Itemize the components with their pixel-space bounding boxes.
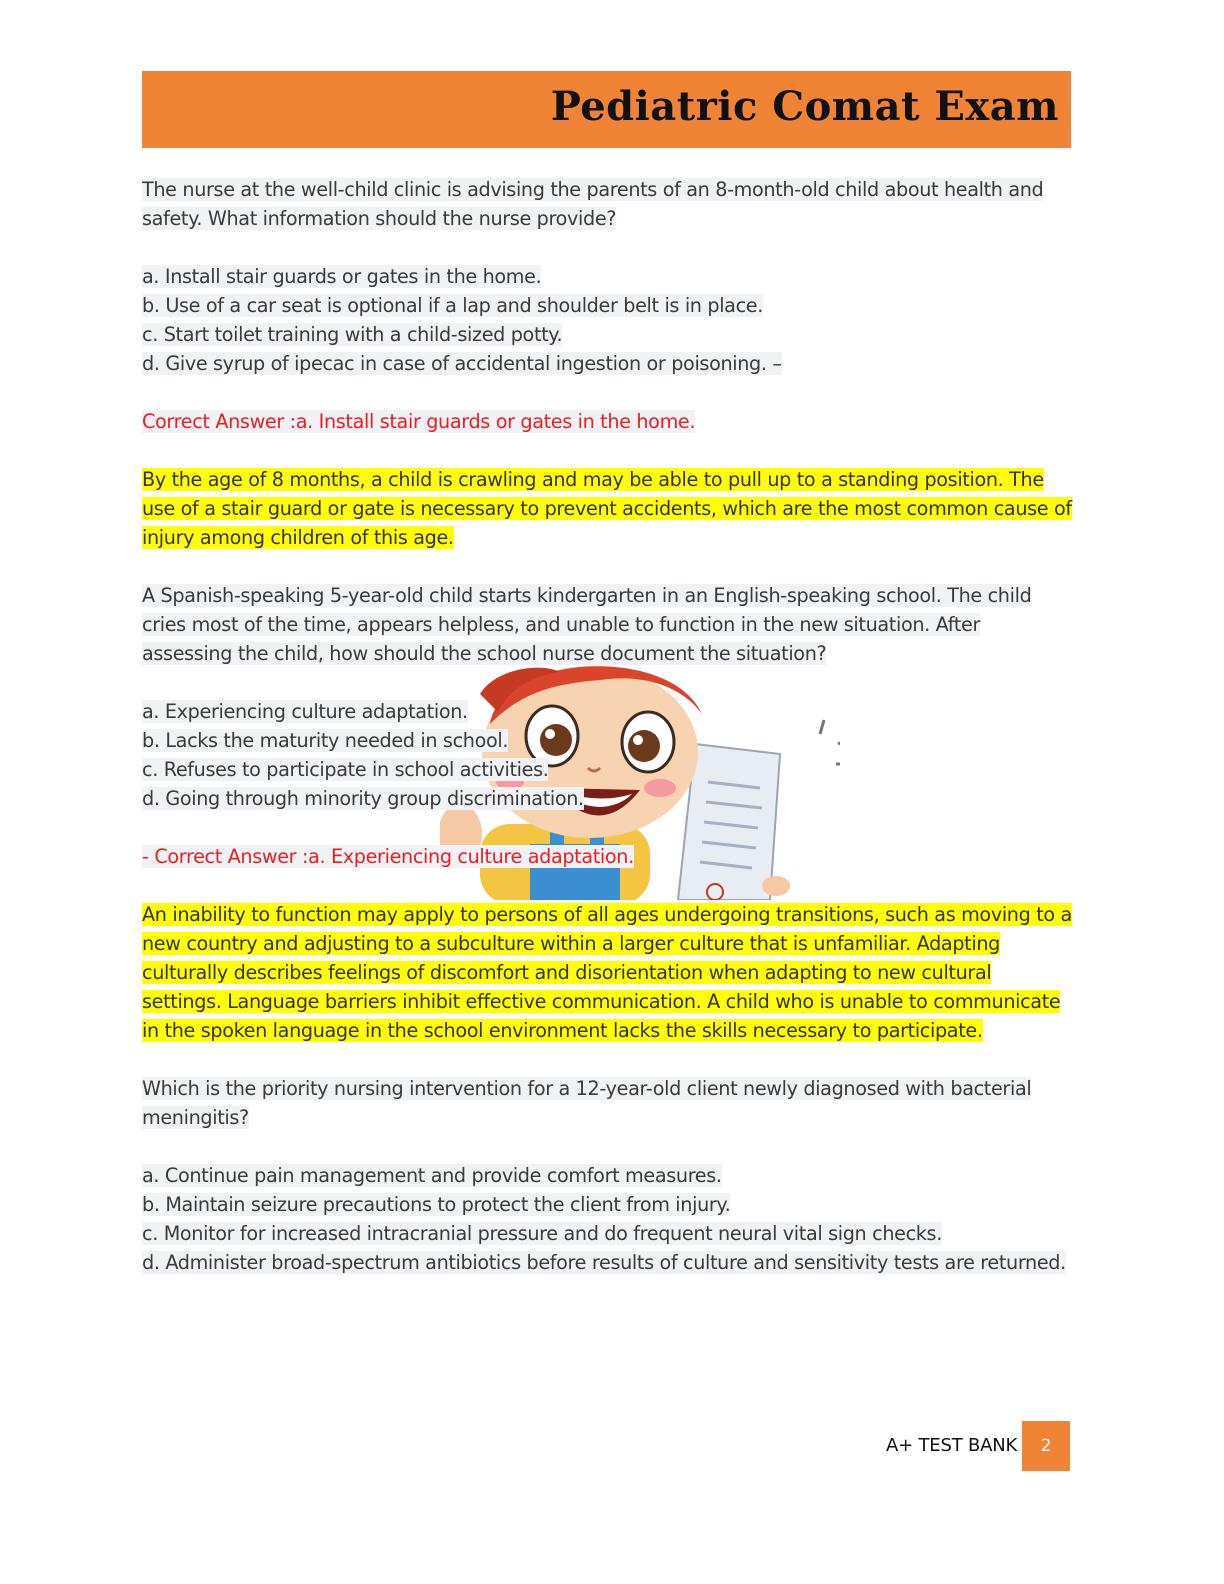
q2-option-c: c. Refuses to participate in school activities. bbox=[142, 758, 549, 781]
q2-option-a: a. Experiencing culture adaptation. bbox=[142, 700, 468, 723]
exam-content bbox=[142, 175, 1074, 1277]
q2-option-d: d. Going through minority group discrimination. bbox=[142, 787, 584, 810]
q3-option-c: c. Monitor for increased intracranial pressure and do frequent neural vital sign checks. bbox=[142, 1222, 942, 1245]
q2-option-b: b. Lacks the maturity needed in school. bbox=[142, 729, 509, 752]
question-1-text: The nurse at the well-child clinic is advising the parents of an 8-month-old child about health and safety. What information should the nurse provide? bbox=[142, 178, 1044, 230]
page-title: Pediatric Comat Exam bbox=[550, 83, 1059, 130]
q3-option-b: b. Maintain seizure precautions to protect the client from injury. bbox=[142, 1193, 731, 1216]
q1-correct-answer: Correct Answer :a. Install stair guards or gates in the home. bbox=[142, 410, 696, 433]
q1-option-d: d. Give syrup of ipecac in case of accidental ingestion or poisoning. – bbox=[142, 352, 782, 375]
q2-rationale: An inability to function may apply to persons of all ages undergoing transitions, such as moving to a new country and adjusting to a subculture within a larger culture that is unfamiliar. Adapting culturally describes feelings of discomfort and disorientation when adapting to new cultural settings. Language barriers inhibit effective communication. A child who is unable to communicate in the spoken language in the school environment lacks the skills necessary to participate. bbox=[142, 903, 1072, 1042]
q1-option-c: c. Start toilet training with a child-sized potty. bbox=[142, 323, 563, 346]
q3-option-d: d. Administer broad-spectrum antibiotics before results of culture and sensitivity tests are returned. bbox=[142, 1251, 1066, 1274]
title-banner bbox=[142, 71, 1071, 148]
q1-option-a: a. Install stair guards or gates in the home. bbox=[142, 265, 542, 288]
footer-label: A+ TEST BANK bbox=[886, 1435, 1018, 1456]
question-3-text: Which is the priority nursing intervention for a 12-year-old client newly diagnosed with bacterial meningitis? bbox=[142, 1077, 1032, 1129]
question-2-text: A Spanish-speaking 5-year-old child starts kindergarten in an English-speaking school. The child cries most of the time, appears helpless, and unable to function in the new situation. After assessing the child, how should the school nurse document the situation? bbox=[142, 584, 1032, 665]
q2-correct-answer: - Correct Answer :a. Experiencing culture adaptation. bbox=[142, 845, 634, 868]
q3-option-a: a. Continue pain management and provide comfort measures. bbox=[142, 1164, 722, 1187]
q1-rationale: By the age of 8 months, a child is crawling and may be able to pull up to a standing position. The use of a stair guard or gate is necessary to prevent accidents, which are the most common cause of injury among children of this age. bbox=[142, 468, 1072, 549]
page-number: 2 bbox=[1022, 1421, 1070, 1471]
q1-option-b: b. Use of a car seat is optional if a lap and shoulder belt is in place. bbox=[142, 294, 763, 317]
